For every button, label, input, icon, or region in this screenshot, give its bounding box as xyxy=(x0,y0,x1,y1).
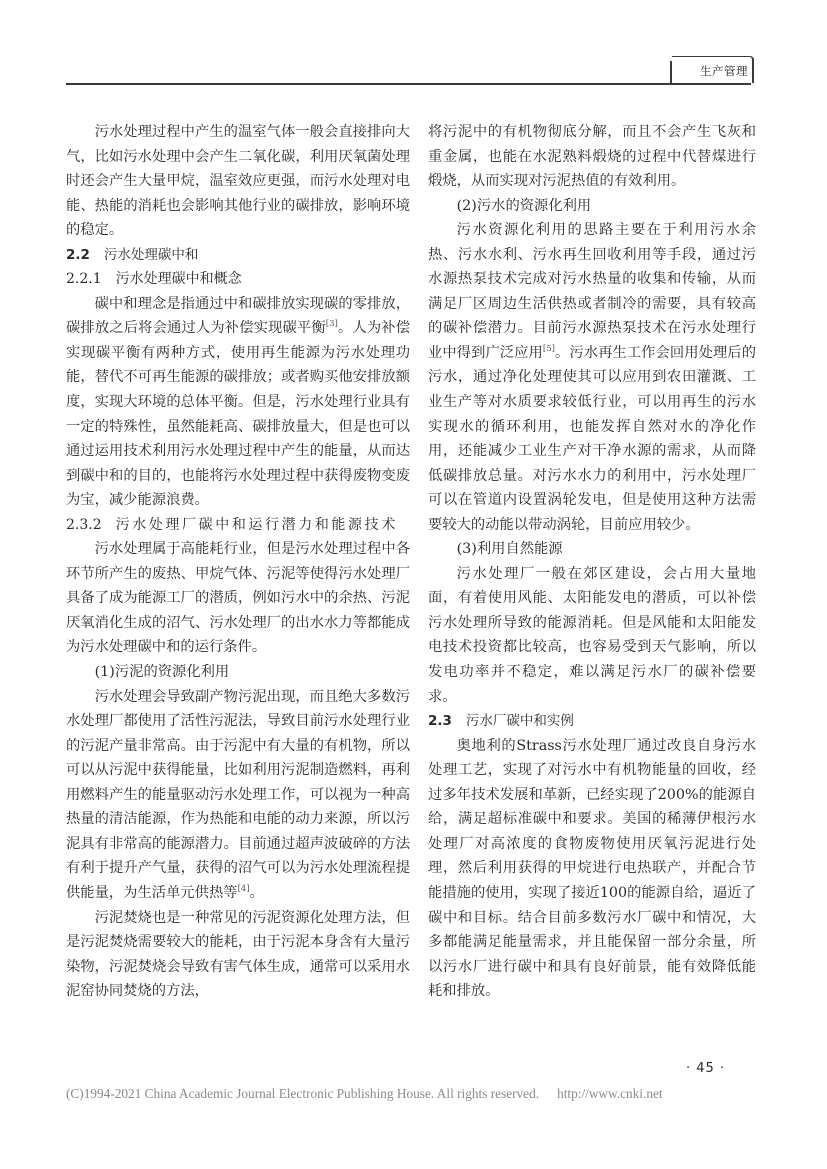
subsection-heading xyxy=(66,267,410,292)
subsection-title: 污水处理厂碳中和运行潜力和能源技术 xyxy=(115,516,398,533)
subheading: (1)污泥的资源化利用 xyxy=(94,664,230,681)
section-number: 2.2 xyxy=(66,246,90,263)
header-rule xyxy=(66,83,751,85)
subheading: (2)污水的资源化利用 xyxy=(456,197,592,214)
subsection-number: 2.2.1 xyxy=(66,271,102,288)
paragraph: 污水处理属于高能耗行业，但是污水处理过程中各环节所产生的废热、甲烷气体、污泥等使得污水处理厂具备了成为能源工厂的潜质，例如污水中的余热、污泥厌氧消化生成的沼气、污水处理厂的出水水力等都能成为污水处理碳中和的运行条件。 xyxy=(66,541,410,656)
copyright-text: (C)1994-2021 China Academic Journal Electronic Publishing House. All rights reserved. xyxy=(66,1086,540,1101)
paragraph-text: 。污水再生工作会回用处理后的污水，通过净化处理使其可以应用到农田灌溉、工业生产等对水质要求较低行业，可以用再生的污水实现水的循环利用，也能发挥自然对水的净化作用，还能减少工业生产对干净水源的需求，从而降低碳排放总量。对污水水力的利用中，污水处理厂可以在管道内设置涡轮发电，但是使用这种方法需要较大的动能以带动涡轮，目前应用较少。 xyxy=(428,344,757,533)
right-column xyxy=(428,120,756,1004)
section-number: 2.3 xyxy=(428,713,452,730)
left-column xyxy=(66,120,410,1004)
section-label: 生产管理 xyxy=(700,64,748,78)
footer-link[interactable]: http://www.cnki.net xyxy=(557,1086,663,1101)
paragraph xyxy=(428,218,756,537)
citation-ref[interactable]: [5] xyxy=(542,344,555,355)
section-title: 污水处理碳中和 xyxy=(103,246,199,263)
paragraph xyxy=(66,685,410,906)
page-number: · 45 · xyxy=(686,1061,726,1076)
paragraph-text: 。 xyxy=(249,884,264,901)
paragraph: 将污泥中的有机物彻底分解，而且不会产生飞灰和重金属，也能在水泥熟料煅烧的过程中代替煤进行煅烧，从而实现对污泥热值的有效利用。 xyxy=(428,124,756,190)
paragraph: 污泥焚烧也是一种常见的污泥资源化处理方法，但是污泥焚烧需要较大的能耗，由于污泥本身含有大量污染物，污泥焚烧会导致有害气体生成，通常可以采用水泥窑协同焚烧的方法， xyxy=(66,909,410,1000)
paragraph-text: 。人为补偿实现碳平衡有两种方式，使用再生能源为污水处理功能，替代不可再生能源的碳排放；或者购买他安排放额度，实现大环境的总体平衡。但是，污水处理行业具有一定的特殊性，虽然能耗高、碳排放量大，但是也可以通过运用技术利用污水处理过程中产生的能量，从而达到碳中和的目的，也能将污水处理过程中获得废物变废为宝，减少能源浪费。 xyxy=(66,320,411,509)
section-heading xyxy=(66,243,410,268)
copyright-line xyxy=(66,1086,663,1102)
subsection-title: 污水处理碳中和概念 xyxy=(115,271,242,288)
subsection-heading xyxy=(66,513,410,538)
paragraph-text: 污水资源化利用的思路主要在于利用污水余热、污水水利、污水再生回收利用等手段，通过污水源热泵技术完成对污水热量的收集和传输，从而满足厂区周边生活供热或者制冷的需要，具有较高的碳补偿潜力。目前污水源热泵技术在污水处理行业中得到广泛应用 xyxy=(428,222,756,361)
section-heading xyxy=(428,709,756,734)
paragraph: 污水处理过程中产生的温室气体一般会直接排向大气，比如污水处理中会产生二氧化碳，利用厌氧菌处理时还会产生大量甲烷，温室效应更强，而污水处理对电能、热能的消耗也会影响其他行业的碳排放，影响环境的稳定。 xyxy=(66,124,410,239)
section-title: 污水厂碳中和实例 xyxy=(465,713,574,730)
paragraph: 污水处理厂一般在郊区建设，会占用大量地面，有着使用风能、太阳能发电的潜质，可以补偿污水处理所导致的能源消耗。但是风能和太阳能发电技术投资都比较高，也容易受到天气影响，所以发电功率并不稳定，难以满足污水厂的碳补偿要求。 xyxy=(428,565,756,705)
citation-ref[interactable]: [4] xyxy=(237,884,250,895)
subheading: (3)利用自然能源 xyxy=(456,541,563,558)
paragraph-text: 污水处理会导致副产物污泥出现，而且绝大多数污水处理厂都使用了活性污泥法，导致目前污水处理行业的污泥产量非常高。由于污泥中有大量的有机物，所以可以从污泥中获得能量，比如利用污泥制造燃料，再利用燃料产生的能量驱动污水处理工作，可以视为一种高热量的清洁能源，作为热能和电能的动力来源，所以污泥具有非常高的能源潜力。目前通过超声波破碎的方法有利于提升产气量，获得的沼气可以为污水处理流程提供能量，为生活单元供热等 xyxy=(66,688,410,901)
subsection-number: 2.3.2 xyxy=(66,516,102,533)
paragraph xyxy=(66,292,410,513)
paragraph: 奥地利的Strass污水处理厂通过改良自身污水处理工艺，实现了对污水中有机物能量的回收，经过多年技术发展和革新，已经实现了200%的能源自给，满足超标准碳中和要求。美国的稀薄伊根污水处理厂对高浓度的食物废物使用厌氧污泥进行处理，然后利用获得的甲烷进行电热联产，并配合节能措施的使用，实现了接近100的能源自给，逼近了碳中和目标。结合目前多数污水厂碳中和情况，大多都能满足能量需求，并且能保留一部分余量，所以污水厂进行碳中和具有良好前景，能有效降低能耗和排放。 xyxy=(428,737,756,1000)
paragraph-text: 碳中和理念是指通过中和碳排放实现碳的零排放，碳排放之后将会通过人为补偿实现碳平衡 xyxy=(66,295,410,337)
citation-ref[interactable]: [3] xyxy=(325,319,338,330)
